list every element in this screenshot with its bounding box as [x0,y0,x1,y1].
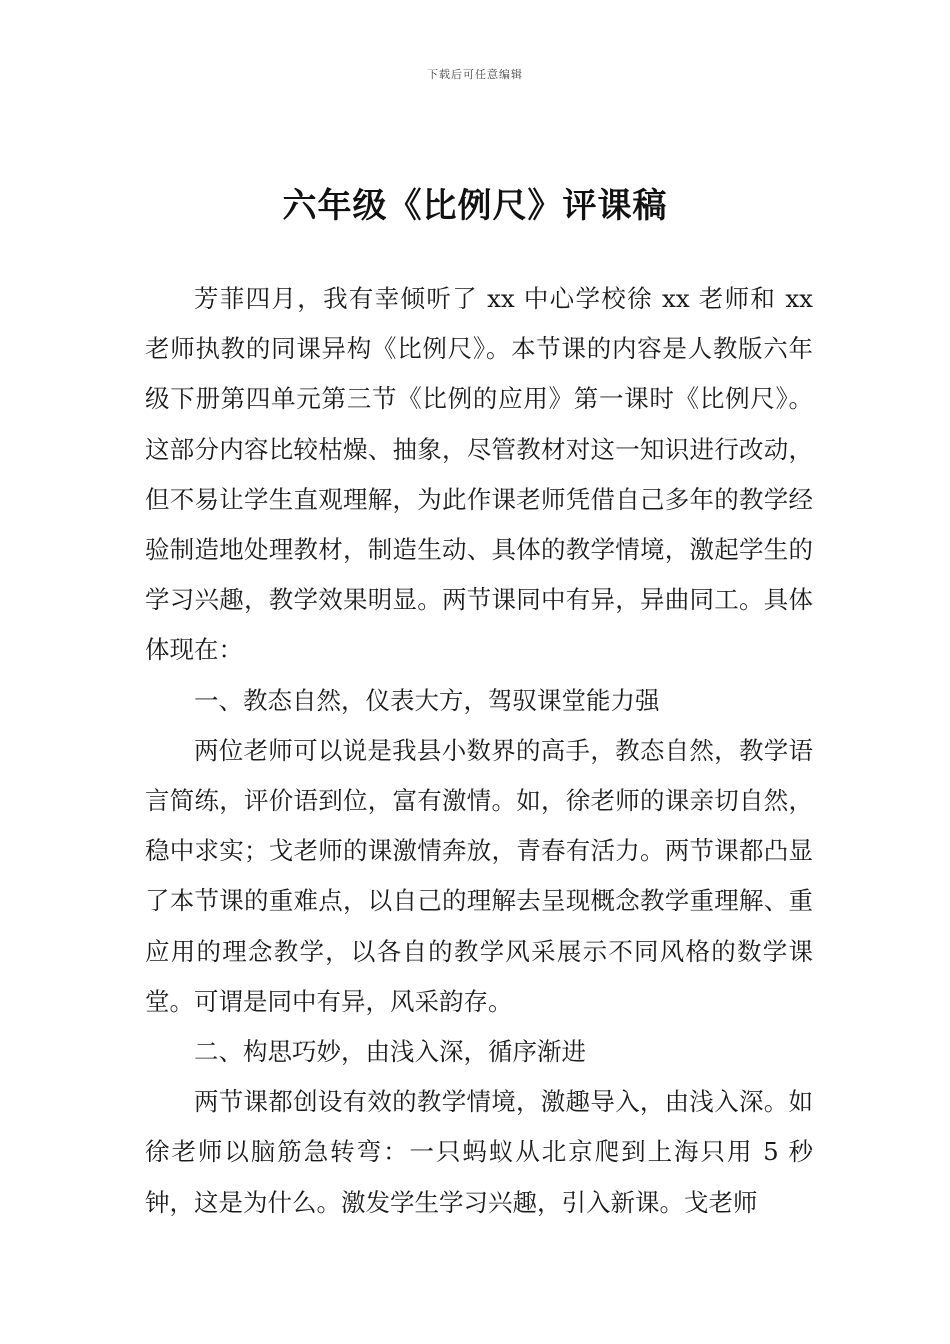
document-body [145,274,813,1228]
section-heading-1: 一、教态自然，仪表大方，驾驭课堂能力强 [194,685,660,715]
paragraph-intro: 芳菲四月，我有幸倾听了 xx 中心学校徐 xx 老师和 xx 老师执教的同课异构《比例尺》。本节课的内容是人教版六年级下册第四单元第三节《比例的应用》第一课时《比例尺》。这部分内容比较枯燥、抽象，尽管教材对这一知识进行改动，但不易让学生直观理解，为此作课老师凭借自己多年的教学经验制造地处理教材，制造生动、具体的教学情境，激起学生的学习兴趣，教学效果明显。两节课同中有异，异曲同工。具体体现在： [145,284,813,665]
document-title: 六年级《比例尺》评课稿 [282,186,668,226]
section-heading-2: 二、构思巧妙，由浅入深，循序渐进 [194,1037,586,1067]
header-note: 下载后可任意编辑 [427,68,523,81]
paragraph-section-1: 两位老师可以说是我县小数界的高手，教态自然，教学语言简练，评价语到位，富有激情。如，徐老师的课亲切自然，稳中求实；戈老师的课激情奔放，青春有活力。两节课都凸显了本节课的重难点，以自己的理解去呈现概念教学重理解、重应用的理念教学，以各自的教学风采展示不同风格的数学课堂。可谓是同中有异，风采韵存。 [145,735,813,1016]
paragraph-section-2: 两节课都创设有效的教学情境，激趣导入，由浅入深。如徐老师以脑筋急转弯：一只蚂蚁从北京爬到上海只用 5 秒钟，这是为什么。激发学生学习兴趣，引入新课。戈老师 [145,1087,813,1217]
